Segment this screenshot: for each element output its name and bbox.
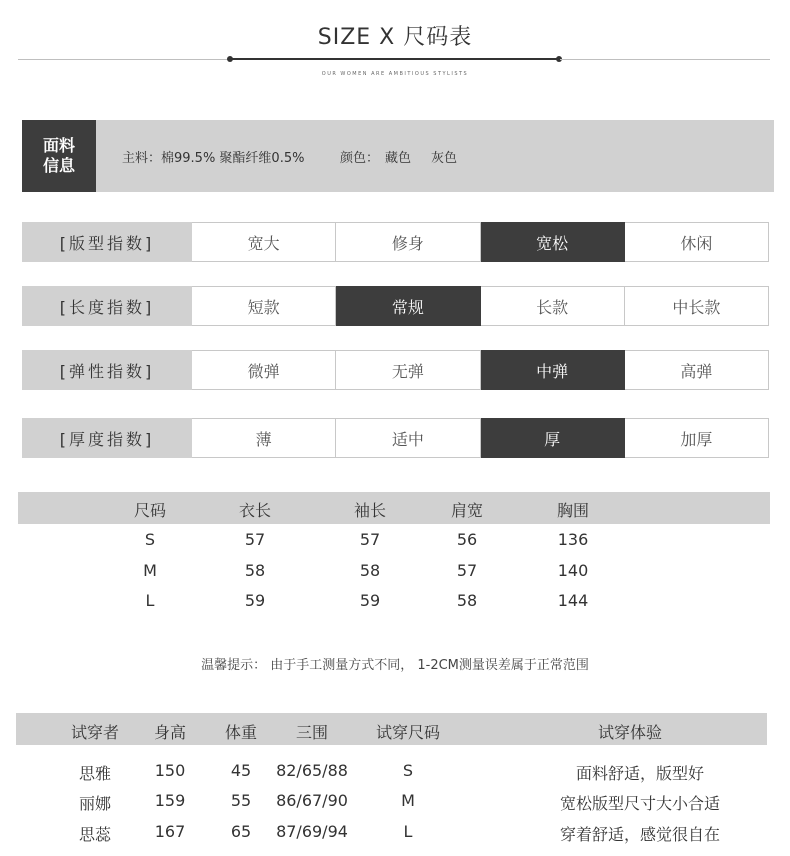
sleeve-col-header: 袖长	[353, 501, 386, 520]
height-col-header: 身高	[153, 723, 186, 742]
elasticity-option-selected: 中弹	[481, 350, 625, 390]
fit-option-selected: 宽松	[481, 222, 625, 262]
weight-cell: 55	[230, 791, 252, 810]
length-option: 中长款	[625, 286, 769, 326]
shoulder-cell: 56	[456, 530, 478, 549]
measurements-cell: 86/67/90	[276, 791, 348, 810]
elasticity-option: 微弹	[192, 350, 336, 390]
tester-cell: 思雅	[78, 764, 111, 783]
fit-index-label: [版型指数]	[22, 222, 192, 262]
length-index-row	[22, 286, 769, 326]
length-index-label: [长度指数]	[22, 286, 192, 326]
shoulder-cell: 58	[456, 591, 478, 610]
page-subtitle: OUR WOMEN ARE AMBITIOUS STYLISTS	[321, 71, 469, 77]
length-option-selected: 常规	[336, 286, 480, 326]
elasticity-index-label: [弹性指数]	[22, 350, 192, 390]
thickness-option: 适中	[336, 418, 480, 458]
sleeve-cell: 59	[359, 591, 381, 610]
measurements-cell: 87/69/94	[276, 822, 348, 841]
fabric-label-line1: 面料	[42, 136, 75, 155]
size-col-header: 尺码	[133, 501, 166, 520]
shoulder-col-header: 肩宽	[450, 501, 483, 520]
fit-index-row	[22, 222, 769, 262]
length-cell: 57	[244, 530, 266, 549]
weight-cell: 65	[230, 822, 252, 841]
experience-cell: 穿着舒适，感觉很自在	[559, 825, 720, 844]
tryon-size-cell: M	[401, 791, 415, 810]
color-label: 颜色：	[340, 151, 380, 166]
shoulder-cell: 57	[456, 561, 478, 580]
thickness-option: 加厚	[625, 418, 769, 458]
measurements-col-header: 三围	[295, 723, 328, 742]
title-divider-left	[18, 59, 230, 60]
elasticity-index-row	[22, 350, 769, 390]
length-option: 短款	[192, 286, 336, 326]
size-cell: L	[145, 591, 155, 610]
experience-cell: 面料舒适，版型好	[575, 764, 704, 783]
color-option: 藏色	[385, 151, 412, 166]
tryon-size-col-header: 试穿尺码	[375, 723, 440, 742]
fabric-colors	[340, 147, 463, 166]
size-cell: S	[144, 530, 156, 549]
sleeve-cell: 58	[359, 561, 381, 580]
color-option: 灰色	[431, 151, 458, 166]
length-col-header: 衣长	[238, 501, 271, 520]
chest-cell: 136	[557, 530, 589, 549]
elasticity-option: 高弹	[625, 350, 769, 390]
chest-cell: 140	[557, 561, 589, 580]
chest-col-header: 胸围	[556, 501, 589, 520]
size-cell: M	[143, 561, 157, 580]
tryon-size-cell: L	[403, 822, 413, 841]
tester-cell: 丽娜	[78, 794, 111, 813]
thickness-option: 薄	[192, 418, 336, 458]
title-divider-right	[560, 59, 770, 60]
page-title: SIZE X 尺码表	[317, 25, 473, 50]
length-option: 长款	[481, 286, 625, 326]
fit-option: 修身	[336, 222, 480, 262]
title-divider-center	[230, 58, 560, 60]
thickness-option-selected: 厚	[481, 418, 625, 458]
experience-cell: 宽松版型尺寸大小合适	[559, 794, 720, 813]
measurement-tip: 温馨提示： 由于手工测量方式不同， 1-2CM测量误差属于正常范围	[201, 658, 589, 673]
thickness-index-row	[22, 418, 769, 458]
length-cell: 59	[244, 591, 266, 610]
divider-dot-left	[227, 56, 233, 62]
chest-cell: 144	[557, 591, 589, 610]
height-cell: 159	[154, 791, 186, 810]
elasticity-option: 无弹	[336, 350, 480, 390]
tester-col-header: 试穿者	[70, 723, 119, 742]
fit-option: 宽大	[192, 222, 336, 262]
fabric-info-label	[22, 120, 96, 192]
experience-col-header: 试穿体验	[597, 723, 662, 742]
tester-cell: 思蕊	[78, 825, 111, 844]
height-cell: 150	[154, 761, 186, 780]
fabric-material: 主料：棉99.5% 聚酯纤维0.5%	[122, 151, 305, 166]
thickness-index-label: [厚度指数]	[22, 418, 192, 458]
fabric-label-line2: 信息	[42, 156, 75, 175]
measurements-cell: 82/65/88	[276, 761, 348, 780]
weight-col-header: 体重	[224, 723, 257, 742]
sleeve-cell: 57	[359, 530, 381, 549]
fit-option: 休闲	[625, 222, 769, 262]
weight-cell: 45	[230, 761, 252, 780]
height-cell: 167	[154, 822, 186, 841]
tryon-size-cell: S	[402, 761, 414, 780]
length-cell: 58	[244, 561, 266, 580]
